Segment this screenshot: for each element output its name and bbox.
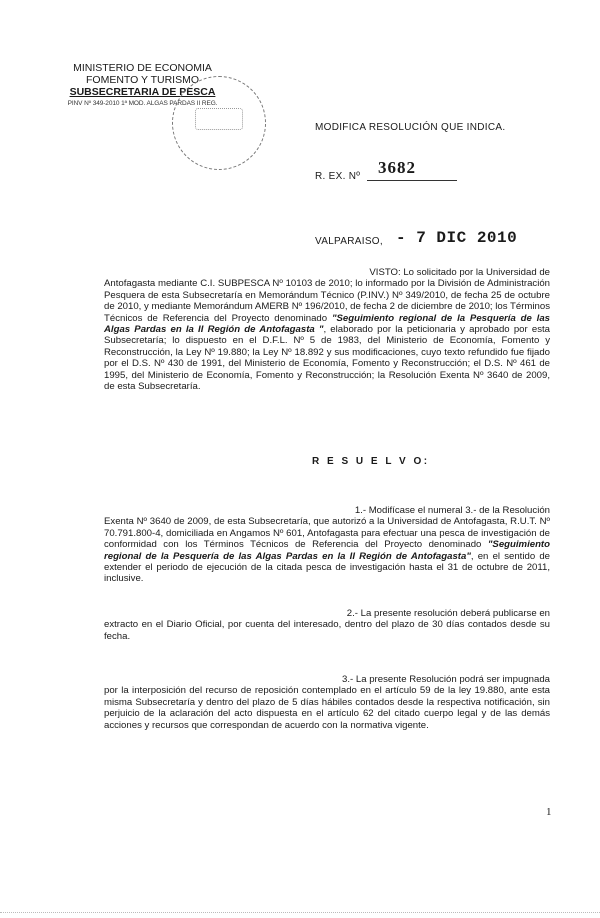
item-3-lead: 3.- La presente Resolución podrá ser impugnada — [342, 674, 550, 685]
resolution-number-line — [367, 180, 457, 181]
item-1-lead: 1.- Modifícase el numeral 3.- de la Resolución — [354, 505, 550, 516]
document-title: MODIFICA RESOLUCIÓN QUE INDICA. — [315, 122, 506, 133]
item-2-text: extracto en el Diario Oficial, por cuenta del interesado, dentro del plazo de 30 días contados desde su fecha. — [104, 619, 550, 642]
item-1-text-b: , en el sentido de extender el periodo de ejecución de la citada pesca de investigación hasta el 31 de octubre de 2011, inclusive. — [104, 550, 551, 585]
ministry-line-3: SUBSECRETARIA DE PESCA — [69, 86, 216, 98]
page-number: 1 — [546, 806, 552, 818]
ministry-line-2: FOMENTO Y TURISMO — [86, 74, 199, 86]
footer-rule — [0, 912, 600, 913]
item-1-paragraph — [104, 505, 550, 585]
visto-project-name: "Seguimiento regional de la Pesquería de las Algas Pardas en la II Región de Antofagasta " — [104, 312, 550, 336]
resolution-number: 3682 — [378, 158, 416, 177]
item-3-text: por la interposición del recurso de reposición contemplado en el artículo 59 de la ley 19.880, ante esta misma Subsecretaría y dentro del plazo de 5 días hábiles contados desde la respectiva notificación, sin perjuicio de la aclaración del acto dispuesta en el artículo 62 del citado cuerpo legal y de las demás acciones y recursos que correspondan de acuerdo con la normativa vigente. — [104, 685, 550, 731]
resolution-label: R. EX. Nº — [315, 171, 361, 182]
resuelvo-heading: R E S U E L V O: — [312, 456, 430, 467]
official-seal-inner — [195, 108, 243, 130]
item-3-paragraph — [104, 674, 550, 731]
item-1-project-name: "Seguimiento regional de la Pesquería de las Algas Pardas en la II Región de Antofagasta" — [104, 539, 550, 562]
visto-paragraph — [104, 267, 550, 392]
place-label: VALPARAISO, — [315, 236, 383, 247]
date-stamp: - 7 DIC 2010 — [396, 229, 518, 247]
visto-text-1: Antofagasta mediante C.I. SUBPESCA Nº 10103 de 2010; lo informado por la División de Administración Pesquera de esta Subsecretaría en Memorándum Técnico (P.INV.) Nº 349/2010, de fecha 25 de octubre de 2010, y mediante Memorándum AMERB Nº 196/2010, de fecha 2 de diciembre de 2010; los Términos Técnicos de Referencia del Proyecto denominado — [104, 278, 550, 324]
visto-lead: VISTO: Lo solicitado por la Universidad de — [369, 267, 550, 278]
ministry-line-1: MINISTERIO DE ECONOMIA — [73, 62, 212, 74]
item-2-lead: 2.- La presente resolución deberá publicarse en — [346, 608, 550, 619]
visto-text-2: , elaborado por la peticionaria y aprobado por esta Subsecretaría; lo dispuesto en el D.F.L. Nº 5 de 1983, del Ministerio de Economía, Fomento y Reconstrucción, la Ley Nº 19.880; la Ley Nº 18.892 y sus modificaciones, cuyo texto refundido fue fijado por el D.S. Nº 430 de 1991, del Ministerio de Economía, Fomento y Reconstrucción; el D.S. Nº 461 de 1995, del Ministerio de Economía, Fomento y Reconstrucción; la Resolución Exenta Nº 3640 de 2009, de esta Subsecretaría. — [104, 324, 550, 393]
item-1-text-a: Exenta Nº 3640 de 2009, de esta Subsecretaría, que autorizó a la Universidad de Antofagasta, R.U.T. Nº 70.791.800-4, domiciliada en Angamos Nº 601, Antofagasta para efectuar una pesca de investigación de conformidad con los Términos Técnicos de Referencia del Proyecto denominado — [104, 516, 550, 551]
item-2-paragraph — [104, 608, 550, 642]
reference-code: PINV Nº 349-2010 1ª MOD. ALGAS PARDAS II REG. — [67, 100, 218, 107]
